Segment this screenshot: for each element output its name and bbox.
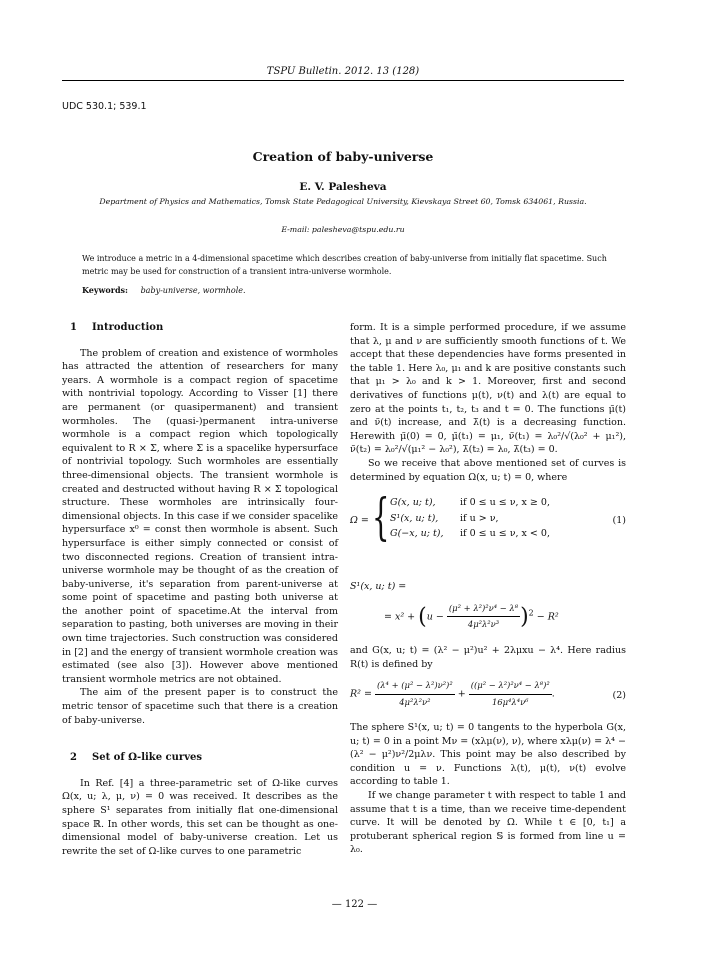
keywords-value: baby-universe, wormhole.: [140, 286, 246, 295]
case-row: G(x, u; t), if 0 ≤ u ≤ ν, x ≥ 0,: [390, 497, 550, 509]
abstract: We introduce a metric in a 4-dimensional spacetime which describes creation of baby-universe from initially flat spacetime. Such metric may be used for construction of a transient intra-universe wormhole.: [82, 254, 607, 276]
case-row: S¹(x, u; t), if u > ν,: [390, 512, 499, 524]
s1-definition: = x² + (u − $\frac{\text{(μ² + λ²)²ν⁴ − λ⁸}}{\text{4μ²λ²ν³}}$ )$^2$ − R²: [350, 602, 626, 632]
paragraph: The aim of the present paper is to construct the metric tensor of spacetime such that there is a creation of baby-universe.: [62, 687, 338, 726]
equation-1: [350, 488, 626, 548]
udc-code: UDC 530.1; 539.1: [62, 101, 147, 112]
section-heading-introduction: [62, 321, 338, 335]
left-column: [62, 321, 338, 858]
keywords: [82, 285, 622, 295]
keywords-label: Keywords:: [82, 285, 129, 295]
paper-title: Creation of baby-universe: [252, 149, 434, 164]
affiliation: Department of Physics and Mathematics, Tomsk State Pedagogical University, Kievskaya Street 60, Tomsk 634061, Russia.: [99, 197, 587, 206]
piecewise-cases: [390, 496, 550, 543]
equation-number: (1): [612, 515, 626, 527]
section-heading-omega-curves: [62, 751, 338, 765]
s1-definition-lhs: S¹(x, u; t) =: [350, 581, 407, 593]
left-brace: {: [372, 488, 390, 547]
equation-lhs: Ω =: [350, 515, 369, 527]
section-title: Set of Ω-like curves: [92, 752, 202, 764]
header-rule: [62, 80, 624, 81]
equation-2: R² = $\frac{\text{(λ⁴ + (μ² − λ²)ν²)²}}{\text{4μ²λ²ν²}}$ + $\frac{\text{((μ² − λ²)²ν⁴ − λ⁸)²}}{\text{16μ⁴λ⁴ν⁶}}$ . (2): [350, 679, 626, 713]
fraction: $\frac{\text{((μ² − λ²)²ν⁴ − λ⁸)²}}{\text{16μ⁴λ⁴ν⁶}}$: [470, 680, 550, 707]
section-number: 2: [70, 752, 77, 764]
fraction: $\frac{\text{(λ⁴ + (μ² − λ²)ν²)²}}{\text{4μ²λ²ν²}}$: [376, 680, 453, 707]
case-row: G(−x, u; t), if 0 ≤ u ≤ ν, x < 0,: [390, 528, 550, 540]
paragraph: The problem of creation and existence of wormholes has attracted the attention of researchers for many years. A wormhole is a compact region of spacetime with nontrivial topology. According to Visser [1] there are permanent (or quasipermanent) and transient wormholes. The (quasi-)permanent intra-universe wormhole is a compact region which topologically equivalent to R × Σ, where Σ is a spacelike hypersurface of nontrivial topology. Such wormholes are essentially three-dimensional objects. The transient wormhole is created and destructed without having R × Σ topological structure. These wormholes are intrinsically four-dimensional objects. In this case if we consider spacelike hypersurface x⁰ = const then wormhole is absent. Such hypersurface is either simply connected or consist of two disconnected regions. Creation of transient intra-universe wormhole may be thought of as the creation of baby-universe, it's separation from parent-universe at some point of spacetime and pasting both universe at the another point of spacetime.At the interval from separation to pasting, both universes are moving in their own time trajectories. Such construction was considered in [2] and the energy of transient wormhole creation was estimated (see also [3]). However above mentioned transient wormhole metrics are not obtained.: [62, 347, 338, 685]
paragraph: and G(x, u; t) = (λ² − μ²)u² + 2λμxu − λ⁴. Here radius R(t) is defined by: [350, 644, 626, 670]
author-email: E-mail: palesheva@tspu.edu.ru: [281, 225, 405, 234]
paragraph: So we receive that above mentioned set of curves is determined by equation Ω(x, u; t) = 0, where: [350, 457, 626, 483]
right-column: [350, 321, 626, 857]
journal-header: TSPU Bulletin. 2012. 13 (128): [266, 66, 420, 77]
fraction: $\frac{\text{(μ² + λ²)²ν⁴ − λ⁸}}{\text{4μ²λ²ν³}}$: [448, 602, 519, 630]
equation-number: (2): [612, 690, 626, 702]
paragraph: The sphere S¹(x, u; t) = 0 tangents to the hyperbola G(x, u; t) = 0 in a point Mν = (xλμ(ν), ν), where xλμ(ν) = λ⁴ − (λ² − μ²)ν²/2μλν. This point may be also described by condition u = ν. Functions λ(t), μ(t), ν(t) evolve according to table 1.: [350, 722, 626, 788]
page-number: — 122 —: [331, 899, 378, 910]
section-title: Introduction: [92, 322, 164, 333]
paragraph: form. It is a simple performed procedure, if we assume that λ, μ and ν are sufficiently smooth functions of t. We accept that these dependencies have forms presented in the table 1. Here λ₀, μ₁ and k are positive constants such that μ₁ > λ₀ and k > 1. Moreover, first and second derivatives of functions μ(t), ν(t) and λ(t) are equal to zero at the points t₁, t₂, t₃ and t = 0. The functions μ̃(t) and ν̃(t) increase, and λ̃(t) is a decreasing function. Herewith μ̃(0) = 0, μ̃(t₁) = μ₁, ν̃(t₁) = λ₀²/√(λ₀² + μ₁²), ν̃(t₂) = λ₀²/√(μ₁² − λ₀²), λ̃(t₂) = λ₀, λ̃(t₃) = 0.: [350, 322, 626, 456]
author-name: E. V. Palesheva: [299, 181, 387, 193]
paragraph: In Ref. [4] a three-parametric set of Ω-like curves Ω(x, u; λ, μ, ν) = 0 was received. It describes as the sphere S¹ separates from initially flat one-dimensional space ℝ. In other words, this set can be thought as one-dimensional model of baby-universe creation. Let us rewrite the set of Ω-like curves to one parametric: [62, 777, 338, 857]
section-number: 1: [70, 322, 77, 333]
paragraph: If we change parameter t with respect to table 1 and assume that t is a time, than we receive time-dependent curve. It will be denoted by Ω. While t ∈ [0, t₁] a protuberant spherical region 𝕊 is formed from line u = λ₀.: [350, 790, 626, 856]
